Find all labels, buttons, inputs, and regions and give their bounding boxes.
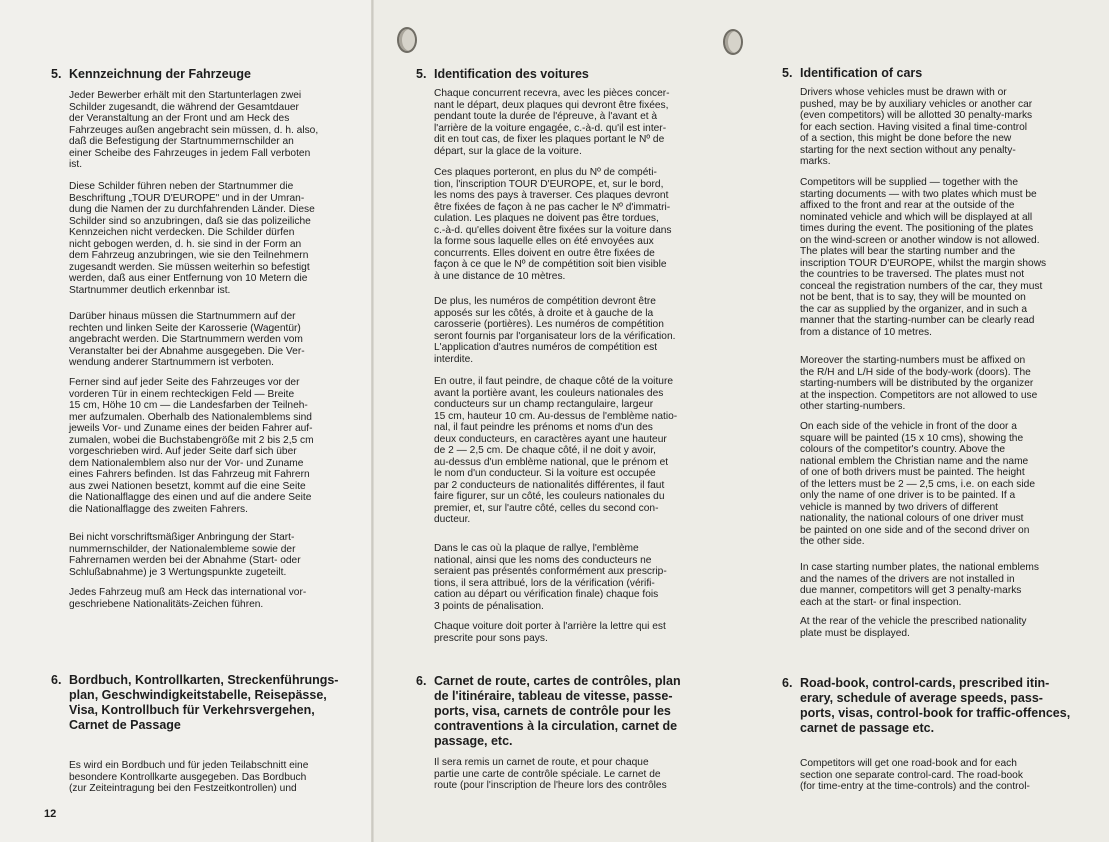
paragraph-en-5-3: Moreover the starting-numbers must be affixed on the R/H and L/H side of the body-work (doors). The starting-numbers will be distributed by the organizer at the inspection. Competitors are not allowed to use other starting-numbers. (800, 355, 1038, 412)
section-6-heading-fr: 6. Carnet de route, cartes de contrôles, plan de l'itinéraire, tableau de vitesse, passe- ports, visa, carnets de contrôle pour les contraventions à la circulation, carnet de passage, etc. (416, 674, 681, 748)
paragraph-fr-5-6: Chaque voiture doit porter à l'arrière la lettre qui est prescrite pour sons pays. (434, 621, 666, 644)
section-6-heading-de: 6. Bordbuch, Kontrollkarten, Streckenführungs- plan, Geschwindigkeitstabelle, Reisepässe, Visa, Kontrollbuch für Verkehrsvergehen, Carnet de Passage (51, 673, 339, 732)
paragraph-en-5-4: On each side of the vehicle in front of the door a square will be painted (15 x 10 cms), showing the colours of the competitor's country. Above the national emblem the Christian name and the name of one of both drivers must be painted. The height of the letters must be 2 — 2,5 cms, i.e. on each side only the name of one driver is to be painted. If a vehicle is manned by two drivers of different nationality, the national colours of one driver must be painted on one side and of the second driver on the other side. (800, 421, 1035, 547)
paragraph-de-5-2: Diese Schilder führen neben der Startnummer die Beschriftung „TOUR D'EUROPE" und in der Umran- dung die Namen der zu durchfahrenden Länder. Diese Schilder sind so anzubringen, daß sie das polizeiliche Kennzeichen nicht verdecken. Die Schilder dürfen nicht gebogen werden, d. h. sie sind in der Form an dem Fahrzeug anzubringen, wie sie den Teilnehmern zugesandt werden. Sie müssen weiterhin so befestigt werden, daß aus einer Entfernung von 10 Metern die Startnummer deutlich erkennbar ist. (69, 181, 315, 296)
paragraph-en-5-2: Competitors will be supplied — together with the starting documents — with two plates which must be affixed to the front and rear at the outside of the nominated vehicle and which will be displayed at all times during the event. The positioning of the plates on the wind-screen or another window is not allowed. The plates will bear the starting number and the inscription TOUR D'EUROPE, whilst the margin shows the countries to be traversed. The plates must not conceal the registration numbers of the car, they must not be bent, that is to say, they will be mounted on the car as supplied by the organizer, and in such a manner that the starting-number can be clearly read from a distance of 10 metres. (800, 177, 1047, 338)
page-binding (371, 0, 374, 842)
paragraph-de-5-5: Bei nicht vorschriftsmäßiger Anbringung der Start- nummernschilder, der Nationalembleme sowie der Fahrernamen werden bei der Abnahme (Start- oder Schlußabnahme) je 3 Wertungspunkte zugeteilt. (69, 532, 301, 578)
paragraph-en-5-1: Drivers whose vehicles must be drawn with or pushed, may be by auxiliary vehicles or another car (even competitors) will be allotted 30 penalty-marks for each section. Having visited a final time-control of a section, this might be done before the new starting for the next section without any penalty- marks. (800, 87, 1033, 167)
paragraph-fr-5-1: Chaque concurrent recevra, avec les pièces concer- nant le départ, deux plaques qui devront être fixées, pendant toute la durée de l'épreuve, à l'avant et à l'arrière de la voiture engagée, c.-à-d. qu'il est inter- dit en tout cas, de fixer les plaques portant le Nº de départ, sur la glace de la voiture. (434, 88, 670, 157)
paragraph-fr-5-2: Ces plaques porteront, en plus du Nº de compéti- tion, l'inscription TOUR D'EUROPE, et, sur le bord, les noms des pays à traverser. Ces plaques devront être fixées de façon à ne pas cacher le Nº d'immatri- culation. Les plaques ne doivent pas être tordues, c.-à-d. qu'elles doivent être fixées sur la voiture dans la forme sous laquelle elles on été envoyées aux concurrents. Elles doivent en outre être fixées de façon à ce que le Nº de compétition soit bien visible à une distance de 10 mètres. (434, 167, 672, 282)
paragraph-de-5-3: Darüber hinaus müssen die Startnummern auf der rechten und linken Seite der Karosserie (Wagentür) angebracht werden. Die Startnummern werden vom Veranstalter bei der Abnahme ausgegeben. Die Ver- wendung anderer Startnummern ist verboten. (69, 311, 305, 368)
paragraph-en-5-5: In case starting number plates, the national emblems and the names of the drivers are not installed in due manner, competitors will get 3 penalty-marks each at the start- or final inspection. (800, 562, 1039, 608)
paragraph-de-5-4: Ferner sind auf jeder Seite des Fahrzeuges vor der vorderen Tür in einem rechteckigen Feld — Breite 15 cm, Höhe 10 cm — die Landesfarben der Teilneh- mer aufzumalen. Oberhalb des Nationalemblems sind jeweils Vor- und Zuname eines der beiden Fahrer auf- zumalen, wobei die Buchstabengröße mit 2 bis 2,5 cm vorgeschrieben wird. Auf jeder Seite darf sich über dem Nationalemblem also nur der Vor- und Zuname eines Fahrers befinden. Ist das Fahrzeug mit Fahrern aus zwei Nationen besetzt, kommt auf die eine Seite die Nationalflagge des einen und auf die andere Seite die Nationalflagge des zweiten Fahrers. (69, 377, 314, 515)
section-5-heading-fr: 5. Identification des voitures (416, 67, 589, 81)
section-6-heading-en: 6. Road-book, control-cards, prescribed itin- erary, schedule of average speeds, pass- ports, visas, control-book for traffic-offences, carnet de passage etc. (782, 676, 1071, 735)
paragraph-fr-5-5: Dans le cas où la plaque de rallye, l'emblème national, ainsi que les noms des conducteurs ne seraient pas présentés conformément aux prescrip- tions, il sera attribué, lors de la vérification (vérifi- cation au départ ou vérification finale) chaque fois 3 points de pénalisation. (434, 543, 667, 612)
page-number: 12 (44, 808, 57, 820)
paragraph-en-6-1: Competitors will get one road-book and for each section one separate control-card. The road-book (for time-entry at the time-controls) and the control- (800, 758, 1030, 792)
punch-hole-icon (723, 29, 743, 55)
section-5-heading-en: 5. Identification of cars (782, 66, 923, 80)
paragraph-fr-6-1: Il sera remis un carnet de route, et pour chaque partie une carte de contrôle spéciale. Le carnet de route (pour l'inscription de l'heure lors des contrôles (434, 757, 667, 791)
punch-hole-icon (397, 27, 417, 53)
paragraph-de-5-6: Jedes Fahrzeug muß am Heck das international vor- geschriebene Nationalitäts-Zeichen führen. (69, 587, 307, 610)
paragraph-en-5-6: At the rear of the vehicle the prescribed nationality plate must be displayed. (800, 616, 1027, 639)
paragraph-fr-5-3: De plus, les numéros de compétition devront être apposés sur les côtés, à droite et à gauche de la carosserie (portières). Les numéros de compétition seront fournis par l'organisateur lors de la vérification. L'application d'autres numéros de compétition est interdite. (434, 296, 676, 365)
section-5-heading-de: 5. Kennzeichnung der Fahrzeuge (51, 67, 251, 81)
paragraph-de-6-1: Es wird ein Bordbuch und für jeden Teilabschnitt eine besondere Kontrollkarte ausgegeben. Das Bordbuch (zur Zeiteintragung bei den Festzeitkontrollen) und (69, 760, 309, 794)
paragraph-fr-5-4: En outre, il faut peindre, de chaque côté de la voiture avant la portière avant, les couleurs nationales des conducteurs sur un champ rectangulaire, largeur 15 cm, hauteur 10 cm. Au-dessus de l'emblème natio- nal, il faut peindre les prénoms et noms d'un des deux conducteurs, en caractères ayant une hauteur de 2 — 2,5 cm. De chaque côté, il ne doit y avoir, au-dessus d'un emblème national, que le prénom et le nom d'un conducteur. Si la voiture est occupée par 2 conducteurs de nationalités différentes, il faut faire figurer, sur un côté, les couleurs nationales du premier, et, sur l'autre côté, celles du second con- ducteur. (434, 376, 678, 525)
paragraph-de-5-1: Jeder Bewerber erhält mit den Startunterlagen zwei Schilder zugesandt, die während der Gesamtdauer der Veranstaltung an der Front und am Heck des Fahrzeuges außen angebracht sein müssen, d. h. also, daß die Befestigung der Startnummernschilder an einer Scheibe des Fahrzeuges in jedem Fall verboten ist. (69, 90, 319, 170)
